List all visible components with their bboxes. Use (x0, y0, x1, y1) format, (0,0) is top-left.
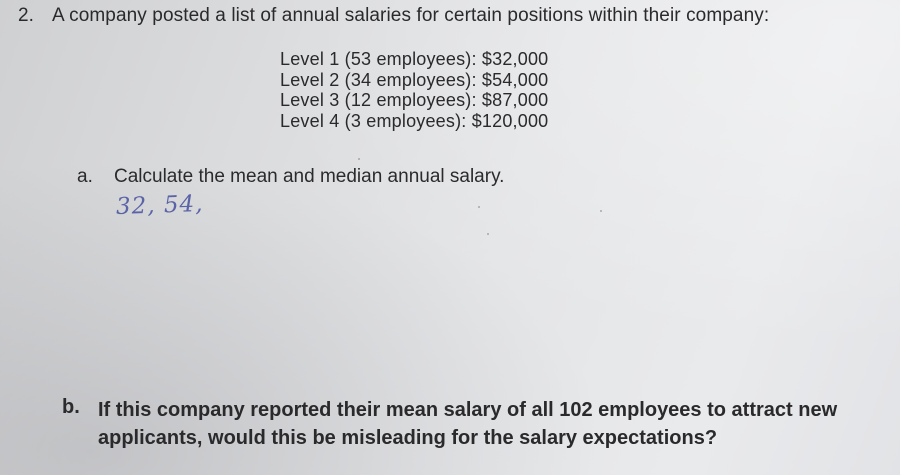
part-b-marker: b. (62, 396, 80, 418)
paper-speck (478, 206, 480, 208)
question-text: A company posted a list of annual salaries for certain positions within their company: (52, 5, 770, 26)
paper-speck (487, 233, 489, 235)
paper-speck (358, 158, 360, 160)
paper-speck (600, 210, 602, 212)
salary-level-4: Level 4 (3 employees): $120,000 (280, 110, 549, 131)
salary-level-list (280, 49, 548, 131)
salary-level-1: Level 1 (53 employees): $32,000 (280, 49, 549, 69)
part-b-question: If this company reported their mean salary of all 102 employees to attract new applicants, would this be misleading for the salary expectations? (98, 399, 838, 449)
part-a-question: Calculate the mean and median annual salary. (114, 166, 505, 187)
question-number: 2. (18, 5, 34, 26)
part-a-marker: a. (77, 166, 93, 187)
salary-level-2: Level 2 (34 employees): $54,000 (280, 69, 549, 90)
handwritten-answer: 32, 54, (115, 190, 204, 220)
salary-level-3: Level 3 (12 employees): $87,000 (280, 90, 549, 110)
